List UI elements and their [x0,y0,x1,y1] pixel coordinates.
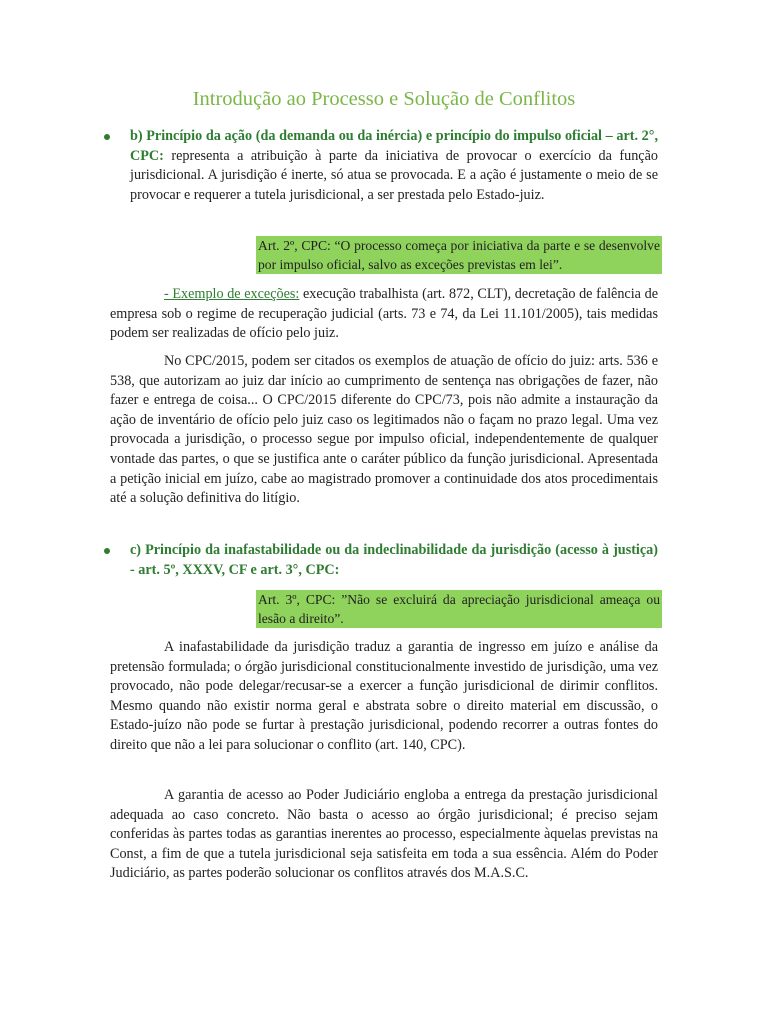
cpc2015-paragraph [110,352,658,509]
quote-art-2: Art. 2º, CPC: “O processo começa por iniciativa da parte e se desenvolve por impulso oficial, salvo as exceções previstas em lei”. [258,238,660,272]
section-b-paragraph [130,127,658,205]
garantia-text: A garantia de acesso ao Poder Judiciário engloba a entrega da prestação jurisdicional adequada ao caso concreto. Não basta o acesso ao órgão jurisdicional; é preciso sejam conferidas às partes todas as garantias inerentes ao processo, especialmente àquelas previstas na Const, a fim de que a tutela jurisdicional seja satisfeita em toda a sua essência. Além do Poder Judiciário, as partes poderão solucionar os conflitos através dos M.A.S.C. [110,787,658,882]
section-b-heading: b) Princípio da ação (da demanda ou da inércia) e princípio do impulso oficial – art. 2°, CPC: [130,128,658,164]
exceptions-text: execução trabalhista (art. 872, CLT), decretação de falência de empresa sob o regime de recuperação judicial (arts. 73 e 74, da Lei 11.101/2005), tais medidas podem ser realizadas de ofício pelo juiz. [110,286,658,342]
quote-art-3: Art. 3º, CPC: ”Não se excluirá da apreciação jurisdicional ameaça ou lesão a direito”. [258,592,660,626]
section-c [130,541,658,580]
garantia-paragraph [110,786,658,884]
inafastabilidade-paragraph [110,638,658,756]
page-title: Introdução ao Processo e Solução de Conflitos [192,88,576,110]
section-b-text: representa a atribuição à parte da iniciativa de provocar o exercício da função jurisdicional. A jurisdição é inerte, só atua se provocada. E a ação é justamente o meio de se provocar e requerer a tutela jurisdicional, a ser prestada pelo Estado-juiz. [130,147,658,203]
bullet-icon [104,548,110,554]
exceptions-paragraph [110,285,658,344]
exceptions-label: - Exemplo de exceções: [164,286,300,302]
bullet-icon [104,134,110,140]
section-c-heading: c) Princípio da inafastabilidade ou da indeclinabilidade da jurisdição (acesso à justiça) - art. 5º, XXXV, CF e art. 3°, CPC: [130,542,658,578]
cpc2015-text: No CPC/2015, podem ser citados os exemplos de atuação de ofício do juiz: arts. 536 e 538, que autorizam ao juiz dar início ao cumprimento de sentença nas obrigações de fazer, não fazer e entrega de coisa... O CPC/2015 diferente do CPC/73, pois não admite a instauração da ação de inventário de ofício pelo juiz caso os legitimados não o façam no prazo legal. Uma vez provocada a jurisdição, o processo segue por impulso oficial, independentemente de qualquer vontade das partes, o que se justifica ante o caráter público da função jurisdicional. Apresentada a petição inicial em juízo, cabe ao magistrado promover a continuidade dos atos procedimentais até a solução definitiva do litígio. [110,353,658,507]
inafastabilidade-text: A inafastabilidade da jurisdição traduz a garantia de ingresso em juízo e análise da pretensão formulada; o órgão jurisdicional constitucionalmente investido de jurisdição, uma vez provocado, não pode delegar/recusar-se a exercer a função jurisdicional de dirimir conflitos. Mesmo quando não existir norma geral e abstrata sobre o direito material em discussão, o Estado-juízo não pode se furtar à prestação jurisdicional, podendo recorrer a outras fontes do direito que não a lei para solucionar o conflito (art. 140, CPC). [110,639,658,753]
section-b [130,127,658,205]
